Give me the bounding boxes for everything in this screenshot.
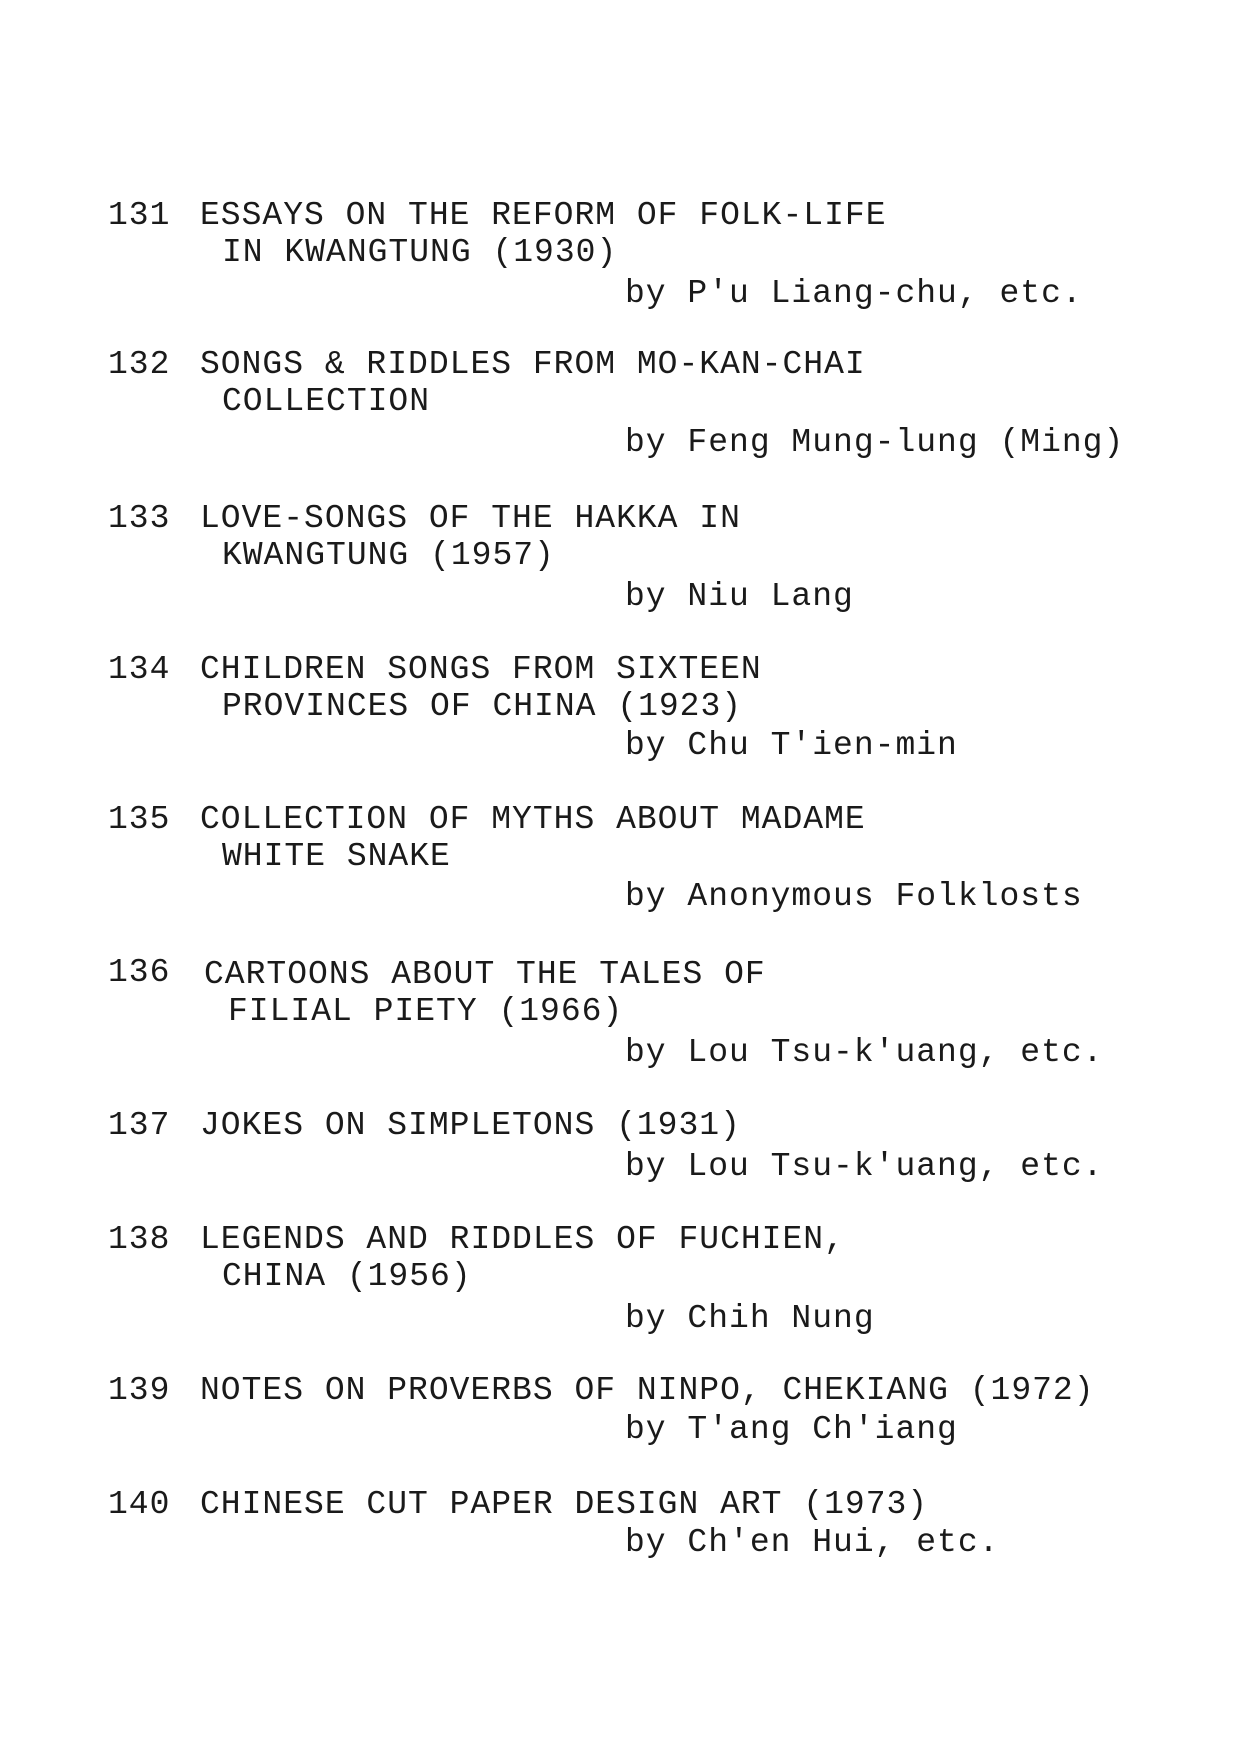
entry-author: by Lou Tsu-k'uang, etc. [625, 1148, 1104, 1185]
entry-author: by T'ang Ch'iang [625, 1411, 958, 1448]
entry-number: 138 [108, 1221, 171, 1258]
entry-title: NOTES ON PROVERBS OF NINPO, CHEKIANG (1972) [200, 1372, 1095, 1409]
entry-number: 131 [108, 197, 171, 234]
entry-number: 133 [108, 500, 171, 537]
entry-author: by Ch'en Hui, etc. [625, 1524, 1000, 1561]
entry-number: 140 [108, 1486, 171, 1523]
entry-number: 132 [108, 346, 171, 383]
entry-title-continued: WHITE SNAKE [222, 838, 451, 875]
entry-title-continued: COLLECTION [222, 383, 431, 420]
entry-title-continued: PROVINCES OF CHINA (1923) [222, 688, 743, 725]
entry-title: LOVE-SONGS OF THE HAKKA IN [200, 500, 741, 537]
entry-number: 137 [108, 1107, 171, 1144]
entry-author: by Chih Nung [625, 1300, 875, 1337]
entry-author: by Anonymous Folklosts [625, 878, 1083, 915]
entry-title: SONGS & RIDDLES FROM MO-KAN-CHAI [200, 346, 866, 383]
entry-author: by Niu Lang [625, 578, 854, 615]
entry-title: COLLECTION OF MYTHS ABOUT MADAME [200, 801, 866, 838]
entry-title-continued: FILIAL PIETY (1966) [228, 993, 624, 1030]
entry-number: 135 [108, 801, 171, 838]
entry-author: by Chu T'ien-min [625, 727, 958, 764]
entry-number: 134 [108, 651, 171, 688]
entry-title-continued: KWANGTUNG (1957) [222, 537, 555, 574]
entry-number: 136 [108, 954, 171, 991]
entry-author: by Lou Tsu-k'uang, etc. [625, 1034, 1104, 1071]
entry-title: CHINESE CUT PAPER DESIGN ART (1973) [200, 1486, 929, 1523]
entry-title-continued: CHINA (1956) [222, 1258, 472, 1295]
entry-author: by P'u Liang-chu, etc. [625, 275, 1083, 312]
entry-author: by Feng Mung-lung (Ming) [625, 424, 1125, 461]
entry-number: 139 [108, 1372, 171, 1409]
entry-title: ESSAYS ON THE REFORM OF FOLK-LIFE [200, 197, 887, 234]
entry-title: CHILDREN SONGS FROM SIXTEEN [200, 651, 762, 688]
entry-title: CARTOONS ABOUT THE TALES OF [204, 956, 766, 993]
entry-title-continued: IN KWANGTUNG (1930) [222, 234, 618, 271]
entry-title: JOKES ON SIMPLETONS (1931) [200, 1107, 741, 1144]
entry-title: LEGENDS AND RIDDLES OF FUCHIEN, [200, 1221, 845, 1258]
